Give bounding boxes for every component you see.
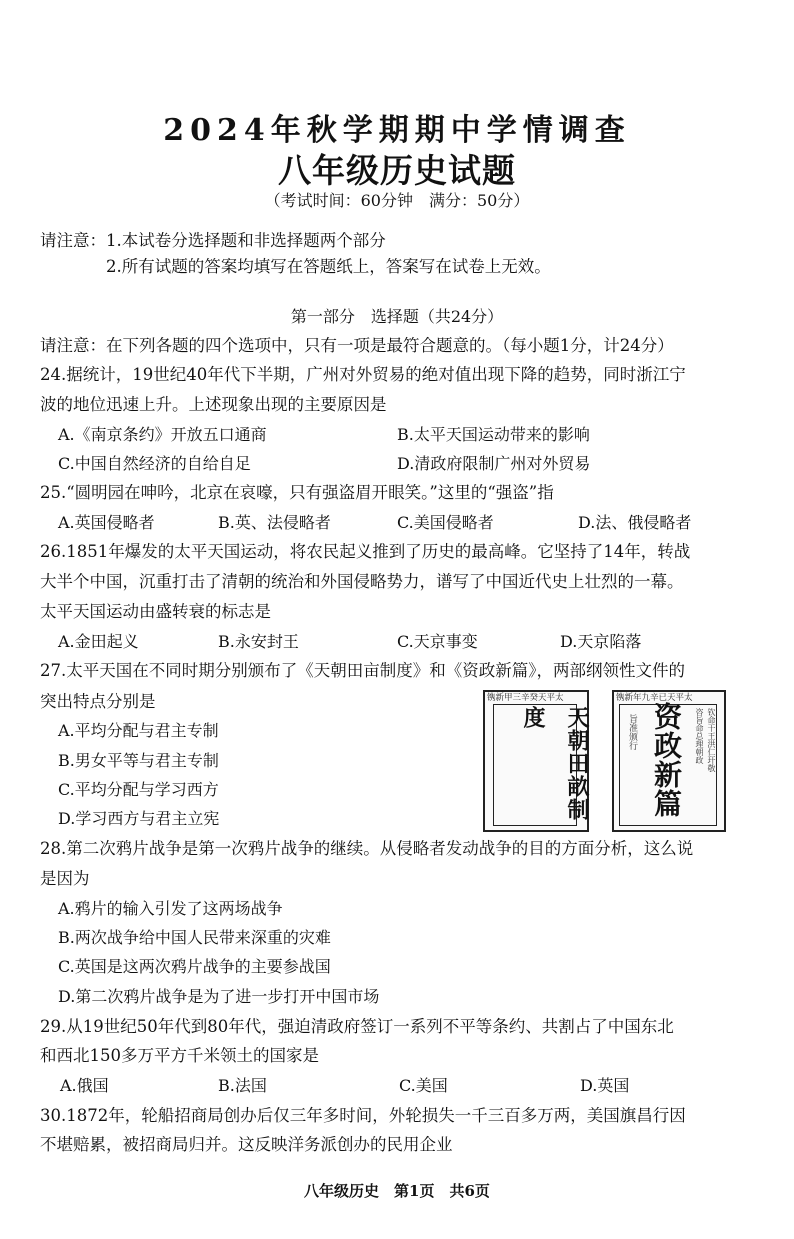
question-29-option-d: D.英国 xyxy=(580,1076,630,1095)
question-28-option-a: A.鸦片的输入引发了这两场战争 xyxy=(58,899,283,918)
question-27-option-b: B.男女平等与君主专制 xyxy=(58,751,219,770)
question-26-option-b: B.永安封王 xyxy=(218,632,299,651)
book-cover-tianchao xyxy=(483,690,589,832)
question-28-option-d: D.第二次鸦片战争是为了进一步打开中国市场 xyxy=(58,987,380,1006)
notice-prefix: 请注意： xyxy=(40,231,106,250)
question-29-option-b: B.法国 xyxy=(218,1076,267,1095)
question-27-line-1: 27.太平天国在不同时期分别颁布了《天朝田亩制度》和《资政新篇》，两部纲领性文件的 xyxy=(40,661,685,680)
question-25-option-d: D.法、俄侵略者 xyxy=(578,513,692,532)
cover-1-title: 天朝田畝制度 xyxy=(520,706,590,821)
question-24-option-c: C.中国自然经济的自给自足 xyxy=(58,454,251,473)
exam-title: 2024年秋学期期中学情调查 xyxy=(163,113,631,148)
question-25-option-b: B.英、法侵略者 xyxy=(218,513,331,532)
question-25-option-a: A.英国侵略者 xyxy=(58,513,155,532)
question-29-line-2: 和西北150多万平方千米领土的国家是 xyxy=(40,1046,319,1065)
question-28-option-b: B.两次战争给中国人民带来深重的灾难 xyxy=(58,928,331,947)
question-24-line-1: 24.据统计，19世纪40年代下半期，广州对外贸易的绝对值出现下降的趋势，同时浙江宁 xyxy=(40,365,686,384)
question-26-option-d: D.天京陷落 xyxy=(560,632,642,651)
question-26-option-c: C.天京事变 xyxy=(397,632,478,651)
exam-subject: 八年级历史试题 xyxy=(278,151,516,190)
question-29-option-c: C.美国 xyxy=(399,1076,448,1095)
question-28-line-1: 28.第二次鸦片战争是第一次鸦片战争的继续。从侵略者发动战争的目的方面分析，这么说 xyxy=(40,839,694,858)
question-27-option-a: A.平均分配与君主专制 xyxy=(58,721,219,740)
cover-2-side-far: 钦命干王洪仁玕敬 xyxy=(707,708,716,772)
cover-2-title: 资政新篇 xyxy=(650,702,683,818)
question-27-line-2: 突出特点分别是 xyxy=(40,692,156,711)
question-24-option-b: B.太平天国运动带来的影响 xyxy=(397,425,590,444)
question-26-option-a: A.金田起义 xyxy=(58,632,139,651)
notice-item-2: 2.所有试题的答案均填写在答题纸上，答案写在试卷上无效。 xyxy=(106,257,551,276)
question-30-line-2: 不堪赔累，被招商局归并。这反映洋务派创办的民用企业 xyxy=(40,1135,453,1154)
question-28-line-2: 是因为 xyxy=(40,869,90,888)
question-25-line-1: 25.“圆明园在呻吟，北京在哀嚎，只有强盗眉开眼笑。”这里的“强盗”指 xyxy=(40,483,554,502)
notice-item-1: 1.本试卷分选择题和非选择题两个部分 xyxy=(106,231,386,250)
question-29-option-a: A.俄国 xyxy=(60,1076,109,1095)
question-24-line-2: 波的地位迅速上升。上述现象出现的主要原因是 xyxy=(40,395,387,414)
question-26-line-3: 太平天国运动由盛转衰的标志是 xyxy=(40,602,271,621)
question-24-option-a: A.《南京条约》开放五口通商 xyxy=(58,425,267,444)
section-instruction: 请注意：在下列各题的四个选项中，只有一项是最符合题意的。（每小题1分，计24分） xyxy=(40,336,674,355)
question-26-line-1: 26.1851年爆发的太平天国运动，将农民起义推到了历史的最高峰。它坚持了14年，转战 xyxy=(40,542,691,561)
question-25-option-c: C.美国侵略者 xyxy=(397,513,494,532)
cover-2-side-right: 咨旨命总理朝政 xyxy=(695,708,704,764)
book-cover-zizheng xyxy=(612,690,726,832)
question-28-option-c: C.英国是这两次鸦片战争的主要参战国 xyxy=(58,957,331,976)
cover-2-side-left: 旨准颁行 xyxy=(627,714,637,750)
cover-2-top-text: 镌新年九辛已天平太 xyxy=(616,693,693,703)
exam-info: （考试时间：60分钟 满分：50分） xyxy=(264,191,530,210)
question-24-option-d: D.清政府限制广州对外贸易 xyxy=(397,454,591,473)
question-26-line-2: 大半个中国，沉重打击了清朝的统治和外国侵略势力，谱写了中国近代史上壮烈的一幕。 xyxy=(40,572,684,591)
question-29-line-1: 29.从19世纪50年代到80年代，强迫清政府签订一系列不平等条约、共割占了中国东北 xyxy=(40,1017,674,1036)
question-30-line-1: 30.1872年，轮船招商局创办后仅三年多时间，外轮损失一千三百多万两，美国旗昌行因 xyxy=(40,1106,686,1125)
page-footer: 八年级历史 第1页 共6页 xyxy=(304,1182,490,1200)
section-title: 第一部分 选择题（共24分） xyxy=(290,307,504,326)
cover-1-top-text: 镌新甲三辛癸天平太 xyxy=(487,693,564,703)
question-27-option-c: C.平均分配与学习西方 xyxy=(58,780,219,799)
question-27-option-d: D.学习西方与君主立宪 xyxy=(58,809,220,828)
